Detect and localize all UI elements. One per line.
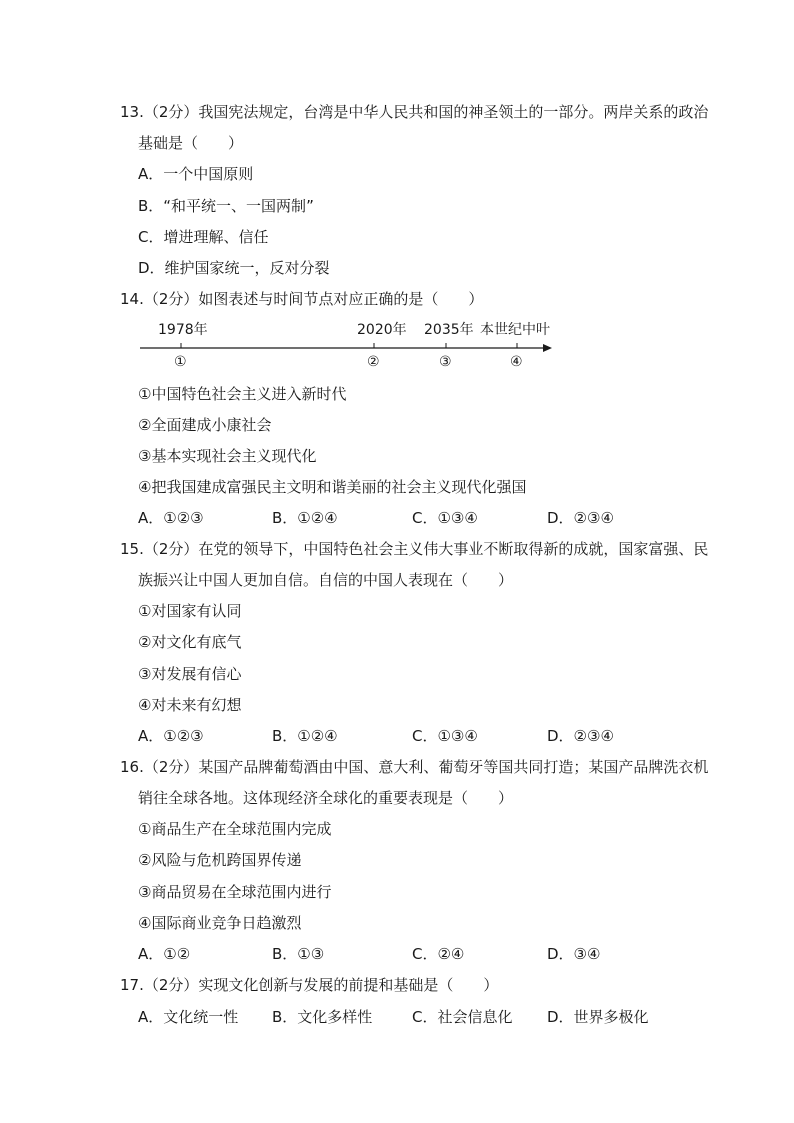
q17-choice-c: C．社会信息化 bbox=[412, 1008, 513, 1026]
q14-choice-c: C．①③④ bbox=[412, 509, 478, 527]
timeline-label-2020: 2020年 bbox=[357, 322, 407, 338]
q13-option-c: C．增进理解、信任 bbox=[138, 228, 269, 246]
q16-choice-a: A．①② bbox=[138, 945, 191, 963]
q16-statement-2: ②风险与危机跨国界传递 bbox=[138, 851, 302, 869]
q15-choice-d: D．②③④ bbox=[547, 727, 614, 745]
q15-statement-1: ①对国家有认同 bbox=[138, 602, 242, 620]
q15-choice-a: A．①②③ bbox=[138, 727, 204, 745]
q15-statement-4: ④对未来有幻想 bbox=[138, 696, 242, 714]
timeline-label-mid-century: 本世纪中叶 bbox=[480, 322, 550, 338]
q14-statement-2: ②全面建成小康社会 bbox=[138, 416, 272, 434]
q15-choice-c: C．①③④ bbox=[412, 727, 478, 745]
q17-stem: 17.（2分）实现文化创新与发展的前提和基础是（ ） bbox=[120, 976, 499, 994]
q16-choice-d: D．③④ bbox=[547, 945, 601, 963]
q15-stem-line2: 族振兴让中国人更加自信。自信的中国人表现在（ ） bbox=[138, 571, 514, 589]
timeline-label-2035: 2035年 bbox=[424, 322, 474, 338]
q13-option-d: D．维护国家统一，反对分裂 bbox=[138, 259, 330, 277]
timeline-mark-2: ② bbox=[367, 354, 380, 370]
q17-choice-b: B．文化多样性 bbox=[272, 1008, 373, 1026]
q13-option-b: B．“和平统一、一国两制” bbox=[138, 197, 314, 215]
q15-stem-line1: 15.（2分）在党的领导下，中国特色社会主义伟大事业不断取得新的成就，国家富强、民 bbox=[120, 540, 709, 558]
q15-statement-3: ③对发展有信心 bbox=[138, 665, 242, 683]
q13-stem-line2: 基础是（ ） bbox=[138, 134, 244, 152]
q13-option-a: A．一个中国原则 bbox=[138, 165, 254, 183]
q16-statement-3: ③商品贸易在全球范围内进行 bbox=[138, 883, 332, 901]
timeline-mark-1: ① bbox=[174, 354, 187, 370]
q13-stem-line1: 13.（2分）我国宪法规定，台湾是中华人民共和国的神圣领土的一部分。两岸关系的政治 bbox=[120, 103, 709, 121]
timeline-axis bbox=[135, 338, 555, 354]
q16-choice-b: B．①③ bbox=[272, 945, 325, 963]
timeline-label-1978: 1978年 bbox=[158, 322, 208, 338]
q14-statement-4: ④把我国建成富强民主文明和谐美丽的社会主义现代化强国 bbox=[138, 478, 527, 496]
q16-choice-c: C．②④ bbox=[412, 945, 465, 963]
q16-statement-1: ①商品生产在全球范围内完成 bbox=[138, 820, 332, 838]
q15-choice-b: B．①②④ bbox=[272, 727, 338, 745]
q16-stem-line1: 16.（2分）某国产品牌葡萄酒由中国、意大利、葡萄牙等国共同打造；某国产品牌洗衣机 bbox=[120, 758, 709, 776]
timeline-mark-3: ③ bbox=[439, 354, 452, 370]
q16-stem-line2: 销往全球各地。这体现经济全球化的重要表现是（ ） bbox=[138, 789, 514, 807]
q17-choice-a: A．文化统一性 bbox=[138, 1008, 239, 1026]
q17-choice-d: D．世界多极化 bbox=[547, 1008, 649, 1026]
q14-stem: 14.（2分）如图表述与时间节点对应正确的是（ ） bbox=[120, 290, 484, 308]
timeline-arrow-icon bbox=[543, 344, 552, 352]
q14-choice-d: D．②③④ bbox=[547, 509, 614, 527]
q14-statement-3: ③基本实现社会主义现代化 bbox=[138, 447, 317, 465]
q15-statement-2: ②对文化有底气 bbox=[138, 633, 242, 651]
timeline-mark-4: ④ bbox=[510, 354, 523, 370]
q14-choice-b: B．①②④ bbox=[272, 509, 338, 527]
q14-statement-1: ①中国特色社会主义进入新时代 bbox=[138, 385, 347, 403]
q14-choice-a: A．①②③ bbox=[138, 509, 204, 527]
q16-statement-4: ④国际商业竞争日趋激烈 bbox=[138, 914, 302, 932]
